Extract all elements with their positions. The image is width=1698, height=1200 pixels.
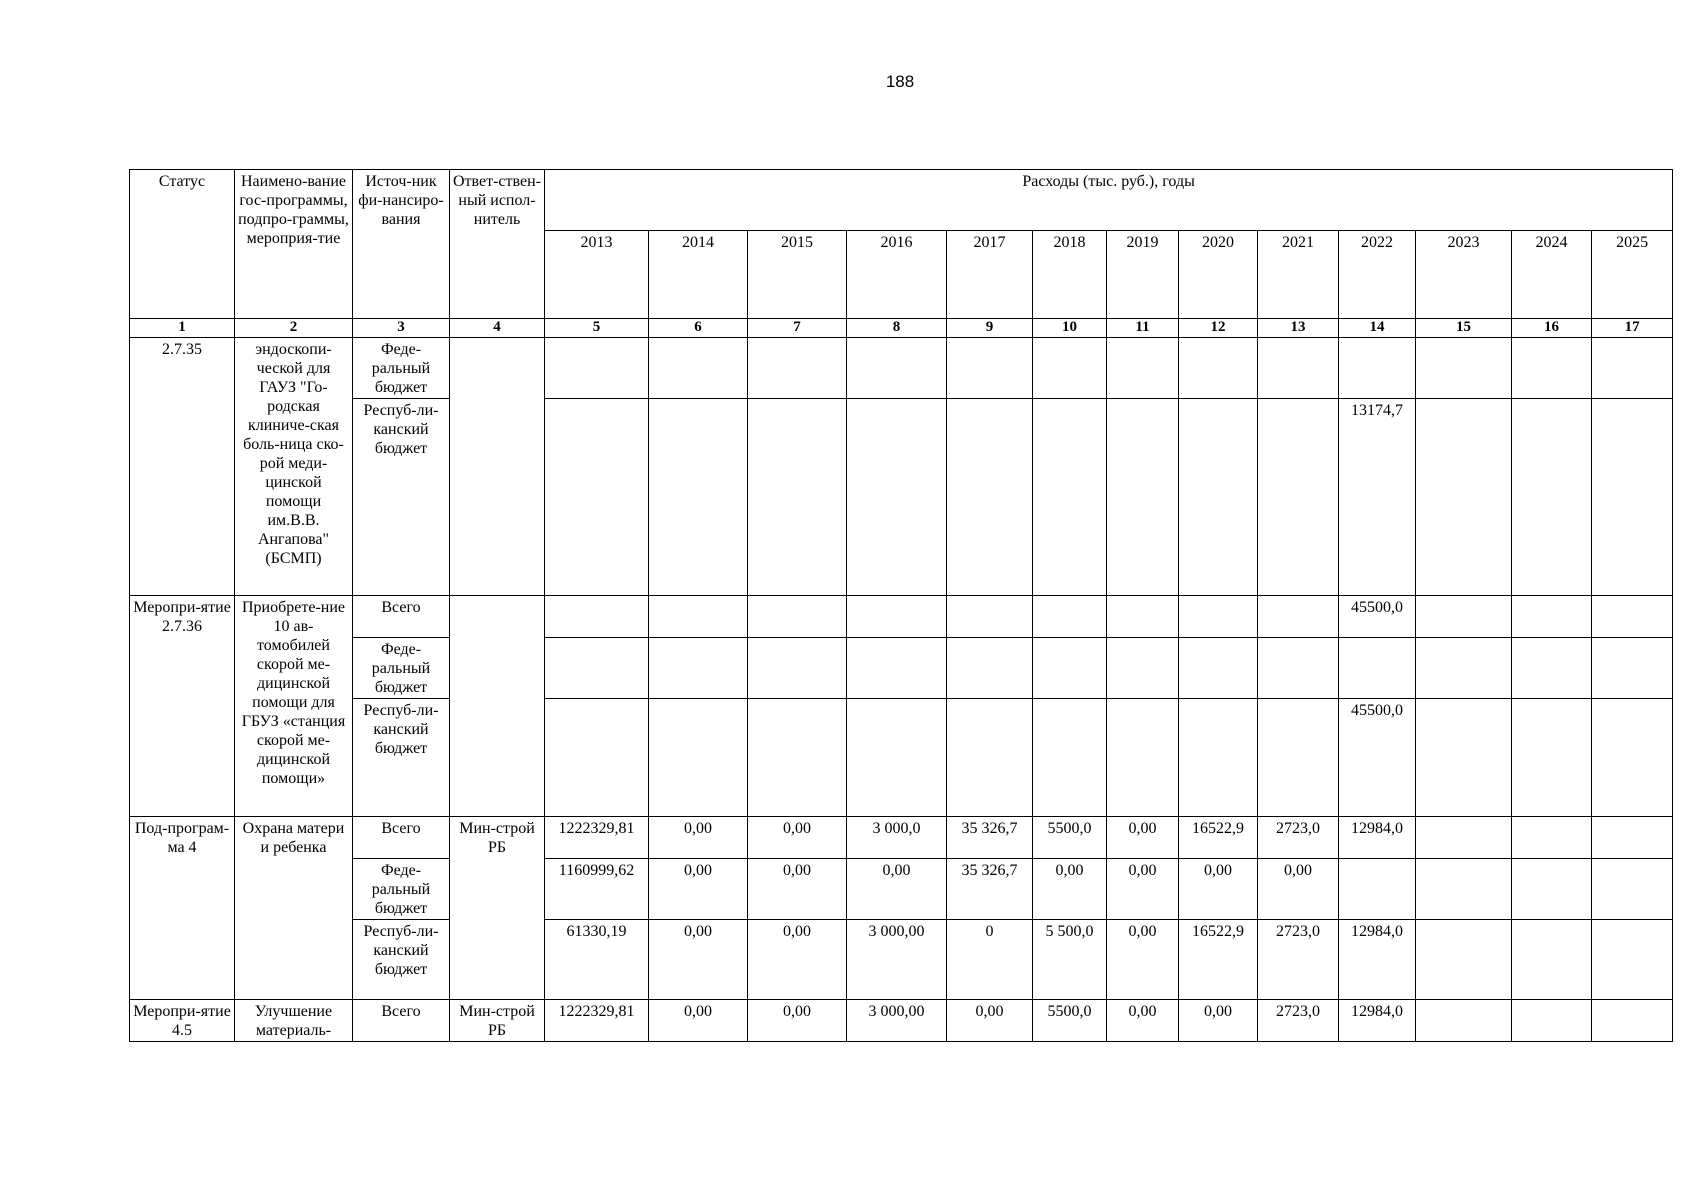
column-number: 2	[235, 319, 353, 338]
executor-cell	[450, 338, 545, 596]
value-cell: 1222329,81	[545, 1000, 649, 1042]
value-cell	[1416, 338, 1512, 399]
value-cell	[1592, 596, 1673, 638]
header-executor: Ответ-ствен-ный испол-нитель	[450, 170, 545, 319]
value-cell	[1592, 859, 1673, 920]
value-cell	[1592, 817, 1673, 859]
value-cell: 1160999,62	[545, 859, 649, 920]
value-cell: 61330,19	[545, 920, 649, 1000]
value-cell	[1512, 859, 1592, 920]
value-cell	[1339, 638, 1416, 699]
column-number: 16	[1512, 319, 1592, 338]
value-cell: 16522,9	[1179, 817, 1258, 859]
value-cell	[1033, 699, 1107, 817]
value-cell: 0,00	[748, 859, 847, 920]
column-number: 10	[1033, 319, 1107, 338]
header-status: Статус	[130, 170, 235, 319]
value-cell: 0,00	[1107, 817, 1179, 859]
header-row	[130, 170, 1673, 231]
value-cell: 2723,0	[1258, 1000, 1339, 1042]
header-year: 2017	[947, 231, 1033, 319]
source-cell: Респуб-ли-канский бюджет	[353, 920, 450, 1000]
value-cell	[748, 699, 847, 817]
value-cell	[847, 699, 947, 817]
value-cell: 0,00	[748, 920, 847, 1000]
header-year: 2014	[649, 231, 748, 319]
value-cell	[1592, 338, 1673, 399]
value-cell: 2723,0	[1258, 817, 1339, 859]
value-cell	[1416, 596, 1512, 638]
column-number: 13	[1258, 319, 1339, 338]
source-cell: Феде-ральный бюджет	[353, 338, 450, 399]
name-cell: Приобрете-ние 10 ав-томобилей скорой ме-дицинской помощи для ГБУЗ «станция скорой ме-дицинской помощи»	[235, 596, 353, 817]
value-cell	[748, 399, 847, 596]
source-cell: Всего	[353, 596, 450, 638]
header-year: 2022	[1339, 231, 1416, 319]
column-number: 9	[947, 319, 1033, 338]
header-year: 2021	[1258, 231, 1339, 319]
value-cell	[748, 638, 847, 699]
value-cell: 5500,0	[1033, 1000, 1107, 1042]
value-cell	[1416, 399, 1512, 596]
source-cell: Респуб-ли-канский бюджет	[353, 699, 450, 817]
table-row	[130, 596, 1673, 638]
header-year: 2019	[1107, 231, 1179, 319]
value-cell	[1179, 399, 1258, 596]
source-cell: Феде-ральный бюджет	[353, 859, 450, 920]
value-cell: 0,00	[1033, 859, 1107, 920]
value-cell	[545, 699, 649, 817]
value-cell: 12984,0	[1339, 1000, 1416, 1042]
source-cell: Феде-ральный бюджет	[353, 638, 450, 699]
header-year: 2020	[1179, 231, 1258, 319]
value-cell: 16522,9	[1179, 920, 1258, 1000]
value-cell: 0,00	[748, 817, 847, 859]
value-cell	[545, 638, 649, 699]
column-number: 5	[545, 319, 649, 338]
value-cell	[1592, 1000, 1673, 1042]
value-cell: 45500,0	[1339, 699, 1416, 817]
value-cell	[1416, 638, 1512, 699]
table-row	[130, 399, 1673, 596]
value-cell	[1512, 699, 1592, 817]
executor-cell: Мин-строй РБ	[450, 1000, 545, 1042]
column-number: 14	[1339, 319, 1416, 338]
column-number: 3	[353, 319, 450, 338]
value-cell	[1339, 338, 1416, 399]
value-cell	[1512, 1000, 1592, 1042]
value-cell: 1222329,81	[545, 817, 649, 859]
value-cell: 3 000,00	[847, 920, 947, 1000]
value-cell: 0	[947, 920, 1033, 1000]
value-cell	[1416, 817, 1512, 859]
value-cell	[947, 699, 1033, 817]
value-cell	[1512, 596, 1592, 638]
value-cell	[947, 399, 1033, 596]
status-cell: Меропри-ятие 2.7.36	[130, 596, 235, 817]
value-cell	[1512, 399, 1592, 596]
value-cell	[1179, 699, 1258, 817]
column-number: 17	[1592, 319, 1673, 338]
value-cell	[1179, 596, 1258, 638]
executor-cell: Мин-строй РБ	[450, 817, 545, 1000]
value-cell	[1258, 638, 1339, 699]
value-cell	[1512, 817, 1592, 859]
table-row	[130, 1000, 1673, 1042]
value-cell	[1339, 859, 1416, 920]
value-cell	[1592, 920, 1673, 1000]
source-cell: Всего	[353, 817, 450, 859]
value-cell: 0,00	[1107, 1000, 1179, 1042]
value-cell	[1258, 338, 1339, 399]
status-cell: 2.7.35	[130, 338, 235, 596]
table-row	[130, 817, 1673, 859]
value-cell	[1107, 338, 1179, 399]
value-cell: 13174,7	[1339, 399, 1416, 596]
budget-table	[129, 169, 1673, 1042]
name-cell: Охрана матери и ребенка	[235, 817, 353, 1000]
header-year: 2016	[847, 231, 947, 319]
header-year: 2023	[1416, 231, 1512, 319]
value-cell	[1416, 699, 1512, 817]
table-row	[130, 699, 1673, 817]
value-cell	[649, 399, 748, 596]
value-cell	[1416, 920, 1512, 1000]
value-cell	[1592, 638, 1673, 699]
header-expenses: Расходы (тыс. руб.), годы	[545, 170, 1673, 231]
value-cell: 0,00	[1258, 859, 1339, 920]
status-cell: Под-програм-ма 4	[130, 817, 235, 1000]
table-row	[130, 920, 1673, 1000]
value-cell: 0,00	[1107, 920, 1179, 1000]
value-cell	[847, 338, 947, 399]
column-number: 1	[130, 319, 235, 338]
value-cell: 12984,0	[1339, 817, 1416, 859]
value-cell: 0,00	[947, 1000, 1033, 1042]
header-year: 2025	[1592, 231, 1673, 319]
value-cell: 0,00	[847, 859, 947, 920]
value-cell	[1107, 638, 1179, 699]
value-cell	[748, 596, 847, 638]
header-year: 2013	[545, 231, 649, 319]
value-cell	[649, 699, 748, 817]
column-number: 12	[1179, 319, 1258, 338]
value-cell	[1179, 638, 1258, 699]
value-cell: 3 000,0	[847, 817, 947, 859]
table-row	[130, 638, 1673, 699]
value-cell	[1107, 399, 1179, 596]
value-cell: 0,00	[649, 859, 748, 920]
header-name: Наимено-вание гос-программы, подпро-граммы, мероприя-тие	[235, 170, 353, 319]
column-number: 15	[1416, 319, 1512, 338]
value-cell: 12984,0	[1339, 920, 1416, 1000]
table-row	[130, 859, 1673, 920]
value-cell	[1033, 596, 1107, 638]
value-cell	[1107, 596, 1179, 638]
page-number: 188	[885, 72, 915, 91]
value-cell	[1512, 638, 1592, 699]
value-cell: 0,00	[1179, 859, 1258, 920]
value-cell: 0,00	[748, 1000, 847, 1042]
value-cell	[847, 596, 947, 638]
value-cell	[1033, 338, 1107, 399]
value-cell: 0,00	[1107, 859, 1179, 920]
column-number: 11	[1107, 319, 1179, 338]
value-cell	[545, 596, 649, 638]
value-cell: 0,00	[649, 920, 748, 1000]
value-cell: 5500,0	[1033, 817, 1107, 859]
value-cell	[1512, 338, 1592, 399]
name-cell: эндоскопи-ческой для ГАУЗ "Го-родская клиниче-ская боль-ница ско-рой меди-цинской помощи им.В.В. Ангапова" (БСМП)	[235, 338, 353, 596]
value-cell: 5 500,0	[1033, 920, 1107, 1000]
value-cell	[947, 638, 1033, 699]
value-cell	[1258, 399, 1339, 596]
value-cell	[1416, 1000, 1512, 1042]
value-cell	[1033, 638, 1107, 699]
value-cell	[947, 596, 1033, 638]
value-cell	[1258, 596, 1339, 638]
executor-cell	[450, 596, 545, 817]
value-cell	[1107, 699, 1179, 817]
table-row	[130, 338, 1673, 399]
value-cell: 0,00	[649, 1000, 748, 1042]
value-cell	[1592, 699, 1673, 817]
value-cell: 2723,0	[1258, 920, 1339, 1000]
value-cell	[1512, 920, 1592, 1000]
value-cell	[649, 638, 748, 699]
column-number: 7	[748, 319, 847, 338]
name-cell: Улучшение материаль-	[235, 1000, 353, 1042]
value-cell	[748, 338, 847, 399]
column-number: 6	[649, 319, 748, 338]
header-year: 2018	[1033, 231, 1107, 319]
value-cell: 45500,0	[1339, 596, 1416, 638]
value-cell: 0,00	[649, 817, 748, 859]
value-cell	[1416, 859, 1512, 920]
column-numbers-row	[130, 319, 1673, 338]
value-cell	[1033, 399, 1107, 596]
value-cell	[947, 338, 1033, 399]
header-year: 2015	[748, 231, 847, 319]
value-cell	[847, 399, 947, 596]
value-cell	[545, 338, 649, 399]
value-cell	[545, 399, 649, 596]
value-cell: 35 326,7	[947, 859, 1033, 920]
value-cell: 35 326,7	[947, 817, 1033, 859]
value-cell: 3 000,00	[847, 1000, 947, 1042]
value-cell	[1592, 399, 1673, 596]
value-cell	[1179, 338, 1258, 399]
source-cell: Всего	[353, 1000, 450, 1042]
value-cell: 0,00	[1179, 1000, 1258, 1042]
value-cell	[1258, 699, 1339, 817]
value-cell	[649, 338, 748, 399]
value-cell	[649, 596, 748, 638]
value-cell	[847, 638, 947, 699]
header-year: 2024	[1512, 231, 1592, 319]
source-cell: Респуб-ли-канский бюджет	[353, 399, 450, 596]
status-cell: Меропри-ятие 4.5	[130, 1000, 235, 1042]
header-source: Источ-ник фи-нансиро-вания	[353, 170, 450, 319]
column-number: 8	[847, 319, 947, 338]
column-number: 4	[450, 319, 545, 338]
